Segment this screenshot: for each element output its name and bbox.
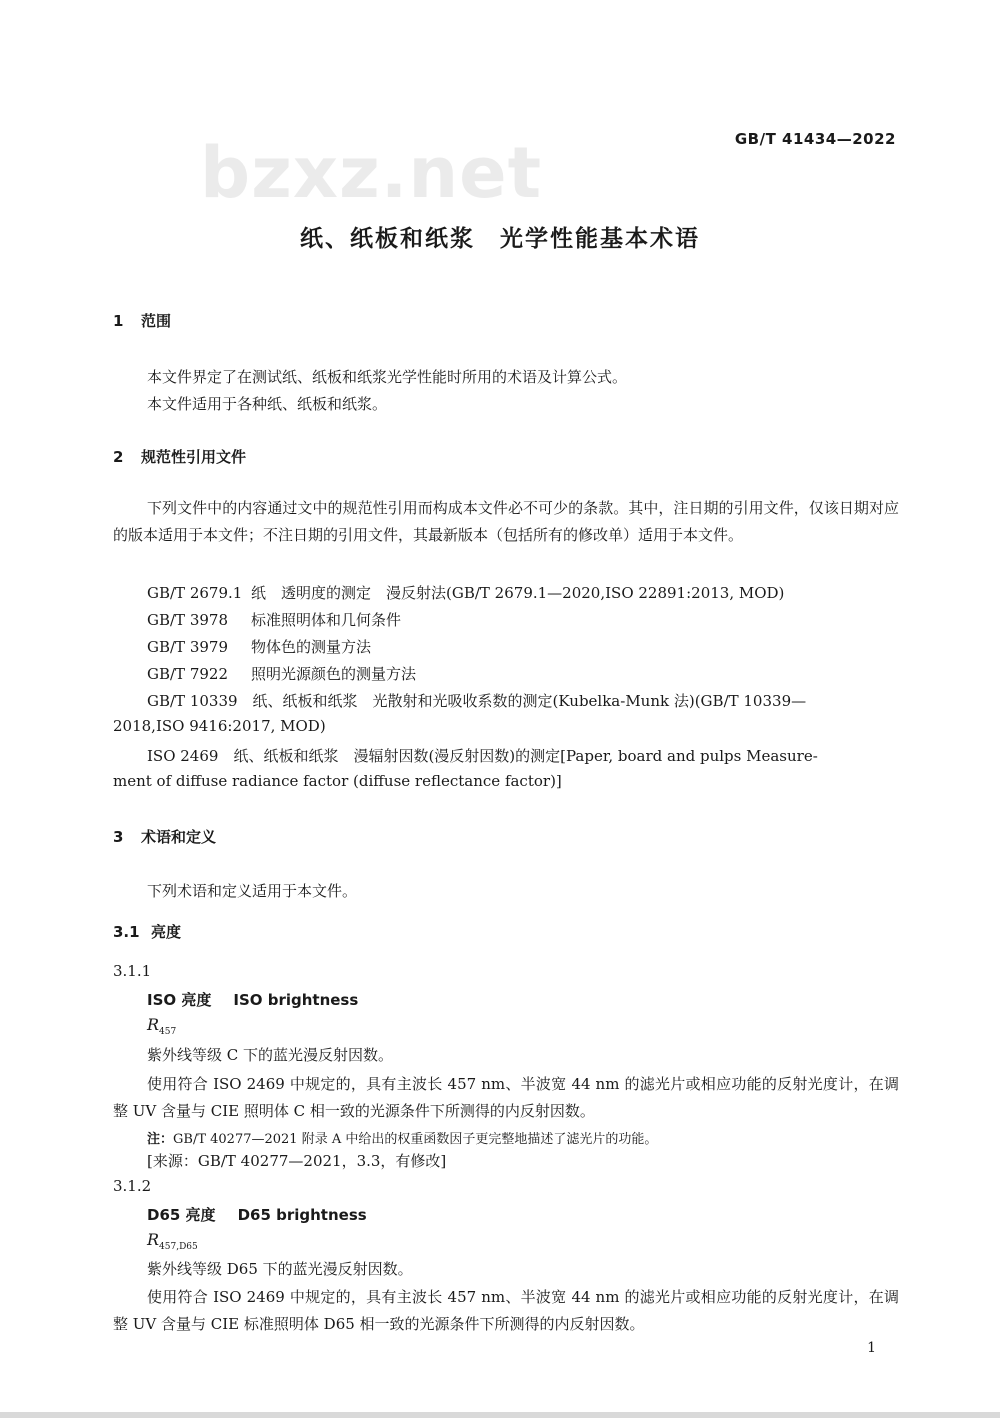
term-symbol: $R_{457,D65}$ <box>147 1230 198 1253</box>
reference-title: 照明光源颜色的测量方法 <box>251 665 417 683</box>
term-name-english: D65 brightness <box>237 1206 367 1224</box>
term-name <box>147 989 358 1010</box>
reference-item <box>147 582 784 603</box>
paragraph: 本文件界定了在测试纸、纸板和纸浆光学性能时所用的术语及计算公式。 <box>147 368 628 386</box>
reference-item-continued: ment of diffuse radiance factor (diffuse reflectance factor)] <box>113 772 562 790</box>
term-definition: 紫外线等级 D65 下的蓝光漫反射因数。 <box>147 1260 413 1278</box>
page-number: 1 <box>867 1340 876 1356</box>
reference-item <box>147 636 371 657</box>
paragraph: 本文件适用于各种纸、纸板和纸浆。 <box>147 395 388 413</box>
term-number: 3.1.2 <box>113 1177 152 1195</box>
standard-number: GB/T 41434—2022 <box>734 130 896 148</box>
reference-title: 标准照明体和几何条件 <box>251 611 402 629</box>
reference-code: GB/T 2679.1 <box>147 584 243 602</box>
watermark: bzxz.net <box>200 132 543 214</box>
section-title: 范围 <box>141 312 172 330</box>
reference-item: ISO 2469 纸、纸板和纸浆 漫辐射因数(漫反射因数)的测定[Paper, board and pulps Measure- <box>147 747 818 765</box>
note <box>147 1128 657 1147</box>
reference-code: GB/T 3978 <box>147 611 229 629</box>
section-1-heading <box>113 310 171 331</box>
symbol-subscript: 457 <box>159 1027 177 1038</box>
section-2-heading <box>113 446 246 467</box>
note-text: GB/T 40277—2021 附录 A 中给出的权重函数因子更完整地描述了滤光片的功能。 <box>173 1132 658 1147</box>
term-definition: 紫外线等级 C 下的蓝光漫反射因数。 <box>147 1046 394 1064</box>
paragraph: 下列术语和定义适用于本文件。 <box>147 882 358 900</box>
note-label: 注： <box>147 1132 174 1147</box>
reference-code: GB/T 3979 <box>147 638 229 656</box>
subsection-3-1-heading <box>113 921 181 942</box>
term-description: 使用符合 ISO 2469 中规定的，具有主波长 457 nm、半波宽 44 nm 的滤光片或相应功能的反射光度计，在调整 UV 含量与 CIE 标准照明体 D65 相一致的光源条件下所测得的内反射因数。 <box>113 1288 899 1333</box>
symbol-subscript: 457,D65 <box>159 1242 198 1253</box>
term-name-chinese: ISO 亮度 <box>147 991 212 1009</box>
section-title: 术语和定义 <box>141 828 217 846</box>
section-3-heading <box>113 826 216 847</box>
section-number: 2 <box>113 448 124 466</box>
reference-item <box>147 663 416 684</box>
term-number: 3.1.1 <box>113 962 152 980</box>
reference-title: 物体色的测量方法 <box>251 638 372 656</box>
document-title: 纸、纸板和纸浆 光学性能基本术语 <box>300 226 700 252</box>
term-name-chinese: D65 亮度 <box>147 1206 216 1224</box>
reference-title: 纸 透明度的测定 漫反射法(GB/T 2679.1—2020,ISO 22891:2013, MOD) <box>251 584 785 602</box>
term-description: 使用符合 ISO 2469 中规定的，具有主波长 457 nm、半波宽 44 nm 的滤光片或相应功能的反射光度计，在调整 UV 含量与 CIE 照明体 C 相一致的光源条件下所测得的内反射因数。 <box>113 1075 899 1120</box>
term-symbol: $R_{457}$ <box>147 1015 177 1038</box>
subsection-title: 亮度 <box>151 923 182 941</box>
term-name <box>147 1204 367 1225</box>
reference-item: GB/T 10339 纸、纸板和纸浆 光散射和光吸收系数的测定(Kubelka-Munk 法)(GB/T 10339— <box>147 692 807 710</box>
section-number: 3 <box>113 828 124 846</box>
term-name-english: ISO brightness <box>233 991 359 1009</box>
section-title: 规范性引用文件 <box>141 448 247 466</box>
term-source: [来源：GB/T 40277—2021，3.3，有修改] <box>147 1152 447 1170</box>
section-number: 1 <box>113 312 124 330</box>
reference-item <box>147 609 401 630</box>
reference-item-continued: 2018,ISO 9416:2017, MOD) <box>113 717 326 735</box>
subsection-number: 3.1 <box>113 923 140 941</box>
reference-code: GB/T 7922 <box>147 665 229 683</box>
paragraph-normative-references: 下列文件中的内容通过文中的规范性引用而构成本文件必不可少的条款。其中，注日期的引用文件，仅该日期对应的版本适用于本文件；不注日期的引用文件，其最新版本（包括所有的修改单）适用于本文件。 <box>113 499 899 544</box>
